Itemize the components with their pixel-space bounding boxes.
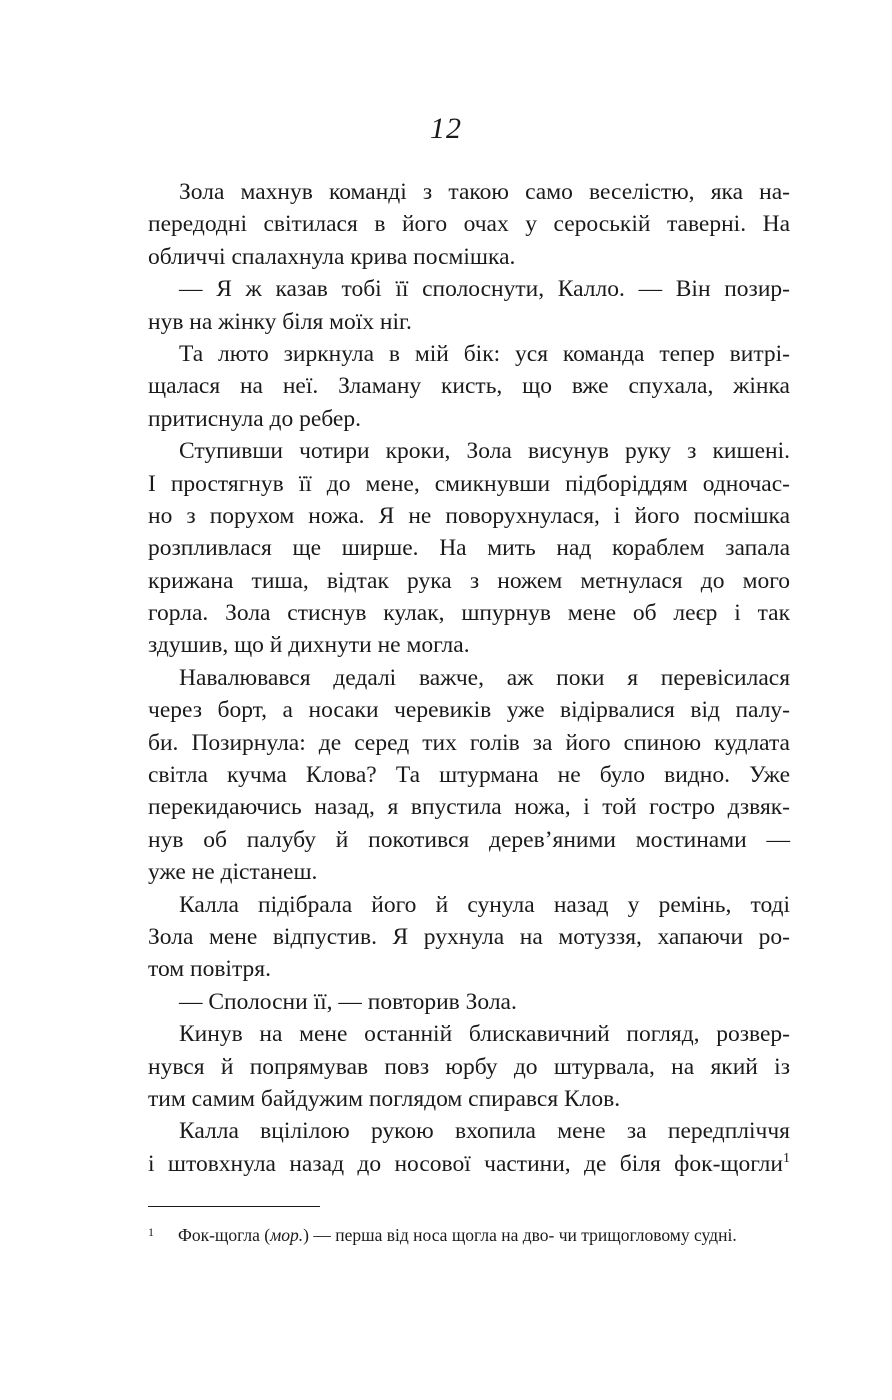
text-line — [148, 1083, 790, 1115]
text-line — [148, 1018, 790, 1050]
body-text — [148, 176, 790, 1180]
text-line — [148, 986, 790, 1018]
text-line — [148, 824, 790, 856]
text-line — [148, 791, 790, 823]
text-line — [148, 662, 790, 694]
text-line — [148, 1115, 790, 1147]
text-line-content: Калла підібрала його й сунула назад у ремінь, тоді — [179, 891, 790, 918]
text-line-content: Зола мене відпустив. Я рухнула на мотуззя, хапаючи ро- — [148, 923, 790, 950]
text-line-content: Та люто зиркнула в мій бік: уся команда тепер витрі- — [179, 340, 790, 367]
text-line — [148, 1148, 790, 1180]
text-line-content: Кинув на мене останній блискавичний погляд, розвер- — [179, 1021, 790, 1048]
text-line-content: би. Позирнула: де серед тих голів за його спиною кудлата — [148, 729, 790, 756]
text-line — [148, 953, 790, 985]
text-line-content: і штовхнула назад до носової частини, де біля фок-щогли — [148, 1150, 783, 1177]
text-line-content: щалася на неї. Зламану кисть, що вже спухала, жінка — [148, 373, 790, 400]
text-line-content: горла. Зола стиснув кулак, шпурнув мене об леєр і так — [148, 600, 790, 627]
text-line-content: том повітря. — [148, 956, 271, 983]
text-line-content: нув об палубу й покотився дерев’яними мостинами — — [148, 826, 790, 853]
text-line — [148, 241, 790, 273]
text-line — [148, 889, 790, 921]
text-line — [148, 694, 790, 726]
text-line — [148, 176, 790, 208]
text-line-content: Калла вцілілою рукою вхопила мене за передпліччя — [179, 1118, 790, 1145]
footnote-definition: ) — перша від носа щогла на дво- чи трищогловому судні. — [303, 1225, 737, 1245]
text-line — [148, 500, 790, 532]
text-line-content: — Я ж казав тобі її сполоснути, Калло. — Він позир- — [179, 276, 790, 303]
text-line — [148, 727, 790, 759]
text-line-content: розпливлася ще ширше. На мить над кораблем запала — [148, 535, 790, 562]
text-line-content: крижана тиша, відтак рука з ножем метнулася до мого — [148, 567, 790, 594]
text-line — [148, 403, 790, 435]
text-line — [148, 1051, 790, 1083]
text-line-content: обличчі спалахнула крива посмішка. — [148, 243, 516, 270]
text-line — [148, 338, 790, 370]
text-line-content: — Сполосни її, — повторив Зола. — [179, 988, 517, 1015]
text-line — [148, 306, 790, 338]
text-line — [148, 468, 790, 500]
text-line-content: передодні світилася в його очах у сероській таверні. На — [148, 211, 790, 238]
text-line-content: І простягнув її до мене, смикнувши підборіддям одночас- — [148, 470, 790, 497]
footnote — [148, 1220, 808, 1247]
text-line — [148, 370, 790, 402]
footnote-divider — [148, 1206, 320, 1207]
text-line-content: нув на жінку біля моїх ніг. — [148, 308, 412, 335]
text-line-content: світла кучма Клова? Та штурмана не було видно. Уже — [148, 762, 790, 789]
footnote-abbreviation: мор. — [270, 1225, 304, 1245]
text-line — [148, 597, 790, 629]
text-line — [148, 532, 790, 564]
text-line — [148, 759, 790, 791]
text-line — [148, 273, 790, 305]
text-line-content: Ступивши чотири кроки, Зола висунув руку з кишені. — [179, 438, 790, 465]
footnote-term: Фок-щогла ( — [178, 1225, 271, 1245]
text-line — [148, 629, 790, 661]
text-line-content: тим самим байдужим поглядом спирався Клов. — [148, 1085, 621, 1112]
text-line — [148, 435, 790, 467]
footnote-number: 1 — [148, 1225, 154, 1239]
page-number: 12 — [430, 112, 462, 145]
footnote-reference-mark: 1 — [783, 1150, 790, 1166]
text-line-content: притиснула до ребер. — [148, 405, 361, 432]
text-line-content: Зола махнув команді з такою само веселістю, яка на- — [179, 179, 790, 205]
text-line-content: здушив, що й дихнути не могла. — [148, 632, 470, 659]
text-line-content: перекидаючись назад, я впустила ножа, і той гостро дзвяк- — [148, 794, 790, 821]
text-line-content: нувся й попрямував повз юрбу до штурвала, на який із — [148, 1053, 790, 1080]
text-line — [148, 921, 790, 953]
text-line — [148, 208, 790, 240]
text-line-content: уже не дістанеш. — [148, 859, 318, 886]
text-line-content: Навалювався дедалі важче, аж поки я перевісилася — [179, 664, 790, 691]
text-line-content: но з порухом ножа. Я не поворухнулася, і його посмішка — [148, 502, 790, 529]
text-line-content: через борт, а носаки черевиків уже відірвалися від палу- — [148, 697, 790, 724]
text-line — [148, 565, 790, 597]
text-line — [148, 856, 790, 888]
